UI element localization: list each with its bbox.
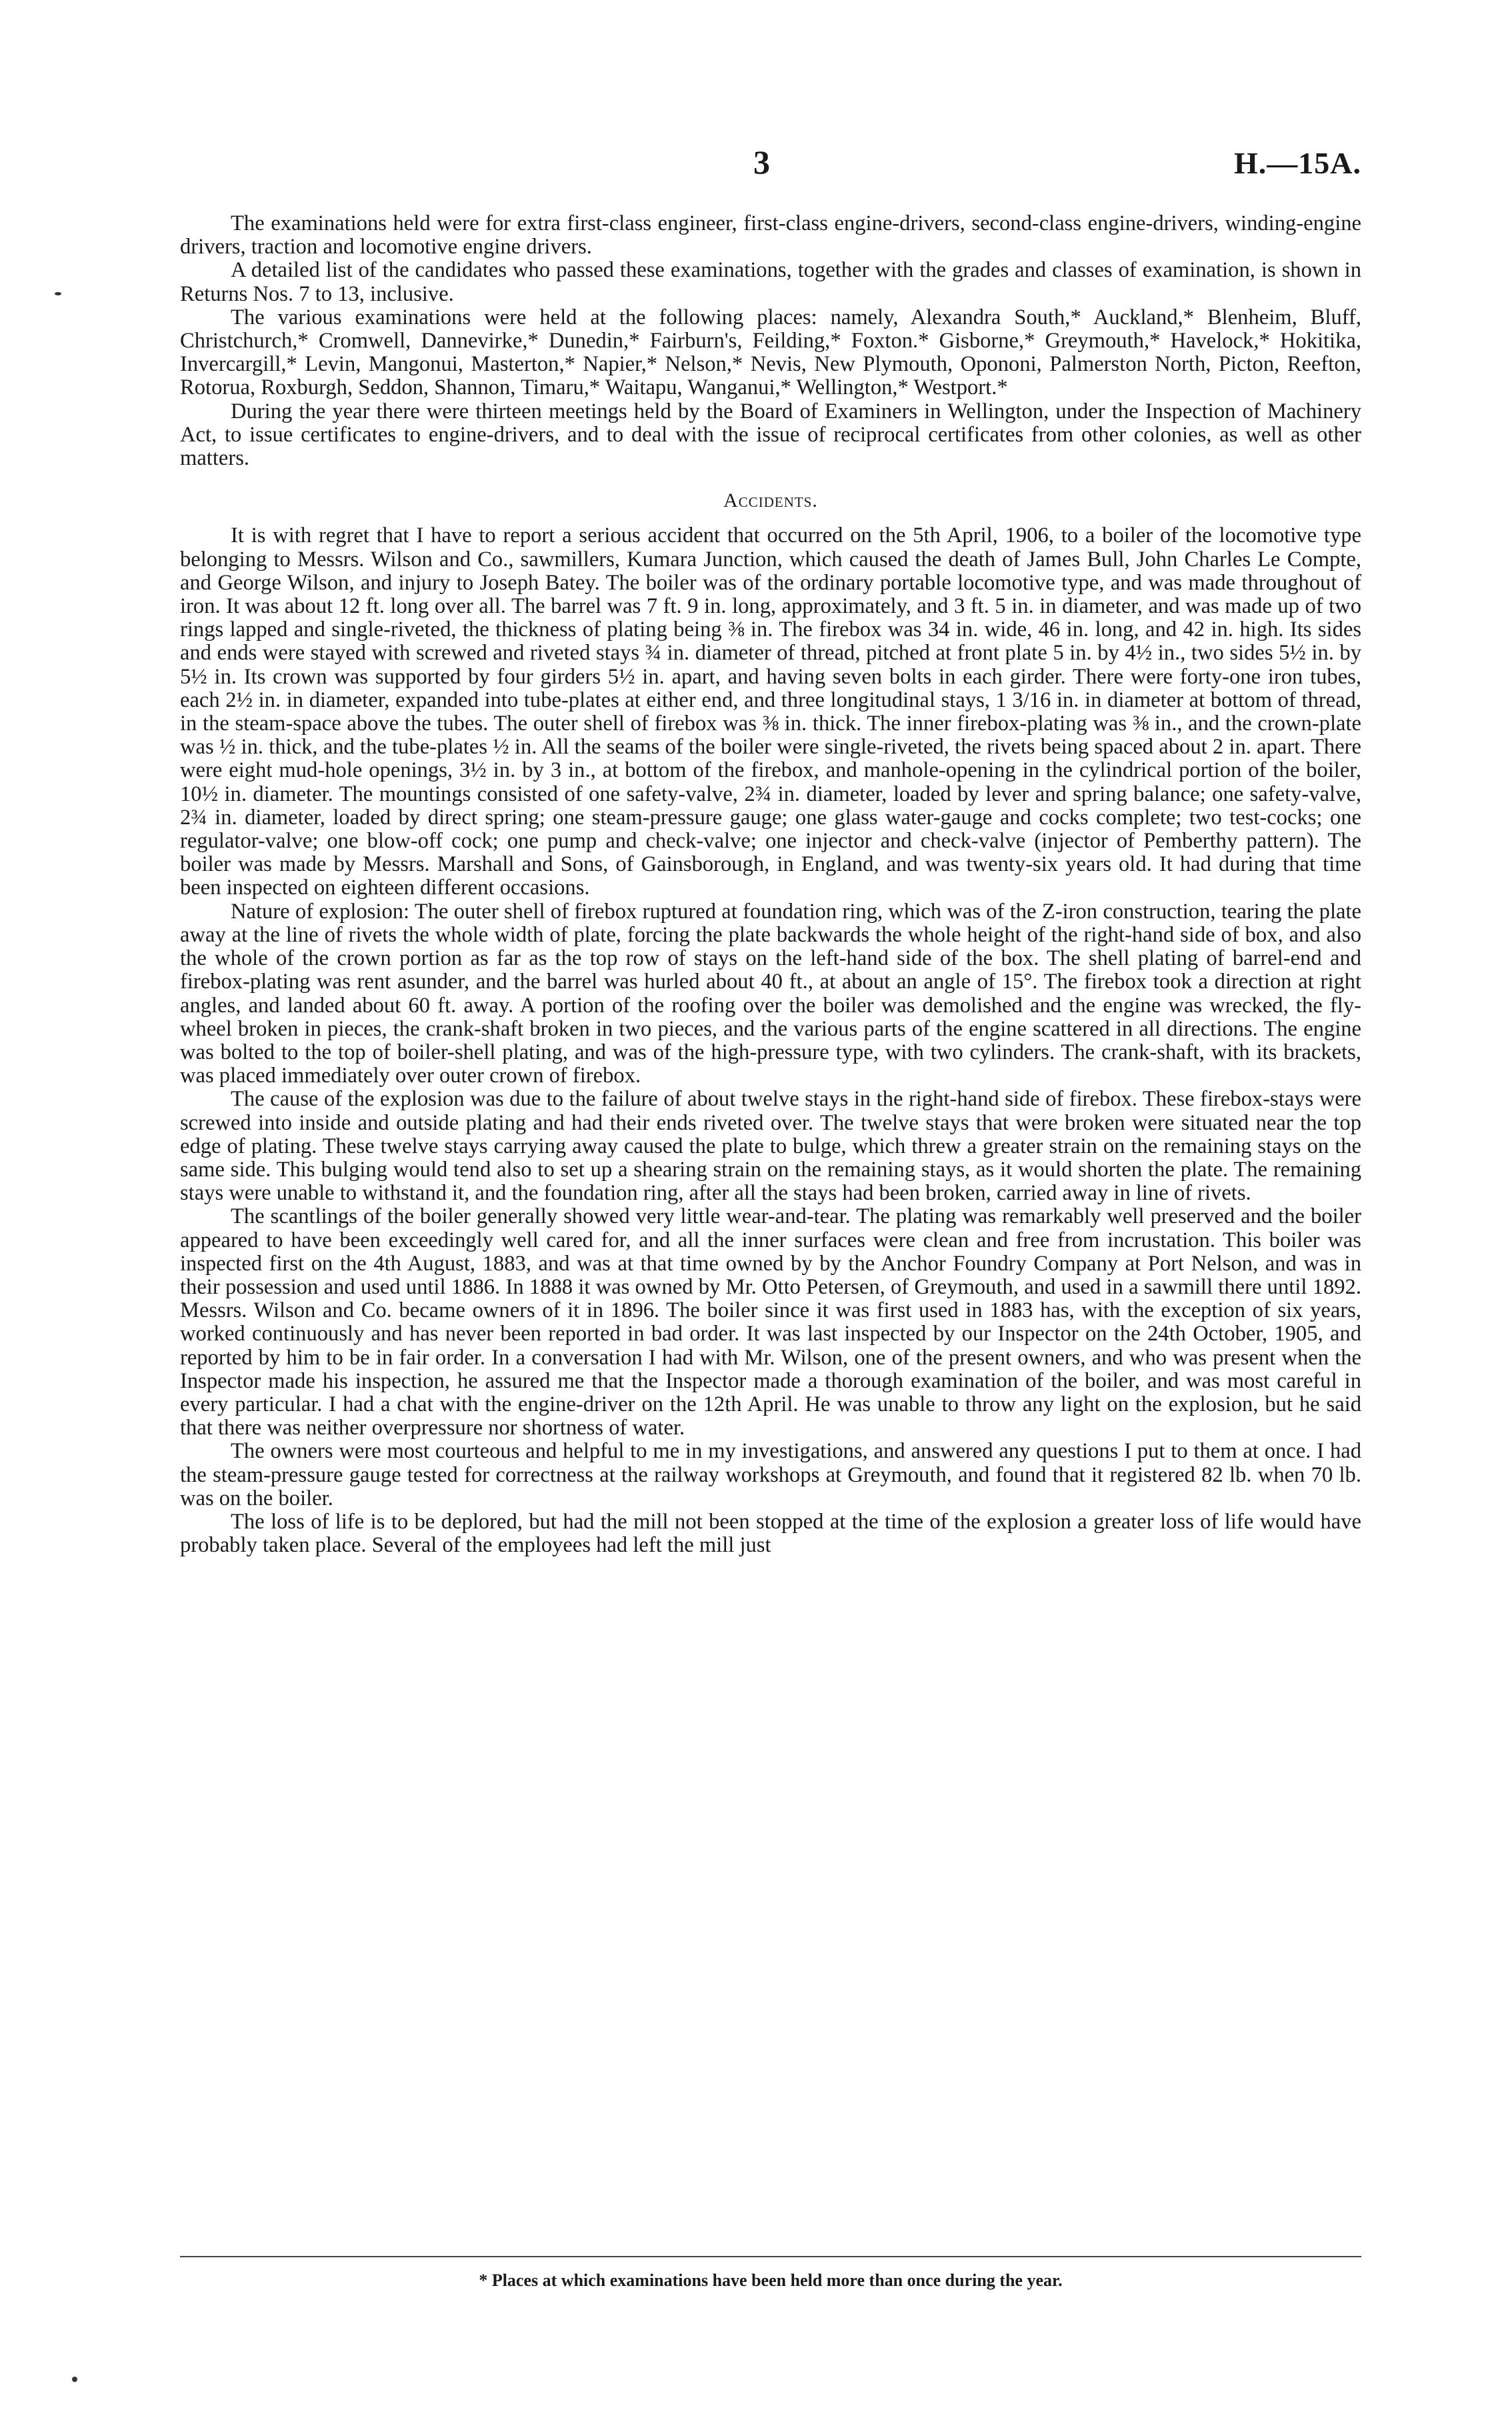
scan-speck xyxy=(72,2377,77,2382)
paragraph-accident-report: It is with regret that I have to report a serious accident that occurred on the 5th April, 1906, to a boiler of the locomotive type belonging to Messrs. Wilson and Co., sawmillers, Kumara Junction, which caused the death of James Bull, John Charles Le Compte, and George Wilson, and injury to Joseph Batey. The boiler was of the ordinary portable locomotive type, and was made throughout of iron. It was about 12 ft. long over all. The barrel was 7 ft. 9 in. long, approximately, and 3 ft. 5 in. in diameter, and was made up of two rings lapped and single-riveted, the thickness of plating being ⅜ in. The firebox was 34 in. wide, 46 in. long, and 42 in. high. Its sides and ends were stayed with screwed and riveted stays ¾ in. diameter of thread, pitched at front plate 5 in. by 4½ in., two sides 5½ in. by 5½ in. Its crown was supported by four girders 5½ in. apart, and having seven bolts in each girder. There were forty-one iron tubes, each 2½ in. in diameter, expanded into tube-plates at either end, and three longitudinal stays, 1 3/16 in. in diameter at bottom of thread, in the steam-space above the tubes. The outer shell of firebox was ⅜ in. thick. The inner firebox-plating was ⅜ in., and the crown-plate was ½ in. thick, and the tube-plates ½ in. All the seams of the boiler were single-riveted, the rivets being spaced about 2 in. apart. There were eight mud-hole openings, 3½ in. by 3 in., at bottom of the firebox, and manhole-opening in the cylindrical portion of the boiler, 10½ in. diameter. The mountings consisted of one safety-valve, 2¾ in. diameter, loaded by lever and spring balance; one safety-valve, 2¾ in. diameter, loaded by direct spring; one steam-pressure gauge; one glass water-gauge and cocks complete; two test-cocks; one regulator-valve; one blow-off cock; one pump and check-valve; one injector and check-valve (injector of Pemberthy pattern). The boiler was made by Messrs. Marshall and Sons, of Gainsborough, in England, and was twenty-six years old. It had during that time been inspected on eighteen different occasions. xyxy=(180,523,1361,900)
paragraph-examinations: The examinations held were for extra first-class engineer, first-class engine-drivers, second-class engine-drivers, winding-engine drivers, traction and locomotive engine drivers. xyxy=(180,211,1361,259)
document-code: H.—15A. xyxy=(1234,146,1361,180)
section-heading-accidents: Accidents. xyxy=(723,489,818,512)
document-page xyxy=(180,0,1361,2434)
footnote: * Places at which examinations have been held more than once during the year. xyxy=(479,2271,1063,2290)
footnote-divider xyxy=(180,2256,1361,2257)
page-number: 3 xyxy=(753,143,770,181)
paragraph-cause-of-explosion: The cause of the explosion was due to the failure of about twelve stays in the right-hand side of firebox. These firebox-stays were screwed into inside and outside plating and had their ends riveted over. The twelve stays that were broken were situated near the top edge of plating. These twelve stays carrying away caused the plate to bulge, which threw a greater strain on the remaining stays on the same side. This bulging would tend also to set up a shearing strain on the remaining stays, as it would shorten the plate. The remaining stays were unable to withstand it, and the foundation ring, after all the stays had been broken, carried away in line of rivets. xyxy=(180,1087,1361,1206)
paragraph-places: The various examinations were held at the following places: namely, Alexandra South,* Auckland,* Blenheim, Bluff, Christchurch,* Cromwell, Dannevirke,* Dunedin,* Fairburn's, Feilding,* Foxton.* Gisborne,* Greymouth,* Havelock,* Hokitika, Invercargill,* Levin, Mangonui, Masterton,* Napier,* Nelson,* Nevis, New Plymouth, Opononi, Palmerston North, Picton, Reefton, Rotorua, Roxburgh, Seddon, Shannon, Timaru,* Waitapu, Wanganui,* Wellington,* Westport.* xyxy=(180,305,1361,400)
paragraph-detailed-list: A detailed list of the candidates who passed these examinations, together with the grades and classes of examination, is shown in Returns Nos. 7 to 13, inclusive. xyxy=(180,258,1361,306)
paragraph-loss-of-life: The loss of life is to be deplored, but had the mill not been stopped at the time of the explosion a greater loss of life would have probably taken place. Several of the employees had left the mill just xyxy=(180,1509,1361,1558)
paragraph-scantlings: The scantlings of the boiler generally showed very little wear-and-tear. The plating was remarkably well preserved and the boiler appeared to have been exceedingly well cared for, and all the inner surfaces were clean and free from incrustation. This boiler was inspected first on the 4th August, 1883, and was at that time owned by by the Anchor Foundry Company at Port Nelson, and was in their possession and used until 1886. In 1888 it was owned by Mr. Otto Petersen, of Greymouth, and used in a sawmill there until 1892. Messrs. Wilson and Co. became owners of it in 1896. The boiler since it was first used in 1883 has, with the exception of six years, worked continuously and has never been reported in bad order. It was last inspected by our Inspector on the 24th October, 1905, and reported by him to be in fair order. In a conversation I had with Mr. Wilson, one of the present owners, and who was present when the Inspector made his inspection, he assured me that the Inspector made a thorough examination of the boiler, and was most careful in every particular. I had a chat with the engine-driver on the 12th April. He was unable to throw any light on the explosion, but he said that there was neither overpressure nor shortness of water. xyxy=(180,1204,1361,1440)
paragraph-nature-of-explosion: Nature of explosion: The outer shell of firebox ruptured at foundation ring, which was of the Z-iron construction, tearing the plate away at the line of rivets the whole width of plate, forcing the plate backwards the whole height of the right-hand side of box, and also the whole of the crown portion as far as the top row of stays on the left-hand side of the box. The shell plating of barrel-end and firebox-plating was rent asunder, and the barrel was hurled about 40 ft., at about an angle of 15°. The firebox took a direction at right angles, and landed about 60 ft. away. A portion of the roofing over the boiler was demolished and the engine was wrecked, the fly-wheel broken in pieces, the crank-shaft broken in two pieces, and the various parts of the engine scattered in all directions. The engine was bolted to the top of boiler-shell plating, and was of the high-pressure type, with two cylinders. The crank-shaft, with its brackets, was placed immediately over outer crown of firebox. xyxy=(180,899,1361,1088)
scan-speck xyxy=(55,292,61,295)
paragraph-owners: The owners were most courteous and helpful to me in my investigations, and answered any questions I put to them at once. I had the steam-pressure gauge tested for correctness at the railway workshops at Greymouth, and found that it registered 82 lb. when 70 lb. was on the boiler. xyxy=(180,1439,1361,1510)
body-text xyxy=(180,212,1361,1557)
paragraph-board-meetings: During the year there were thirteen meetings held by the Board of Examiners in Wellington, under the Inspection of Machinery Act, to issue certificates to engine-drivers, and to deal with the issue of reciprocal certificates from other colonies, as well as other matters. xyxy=(180,399,1361,471)
